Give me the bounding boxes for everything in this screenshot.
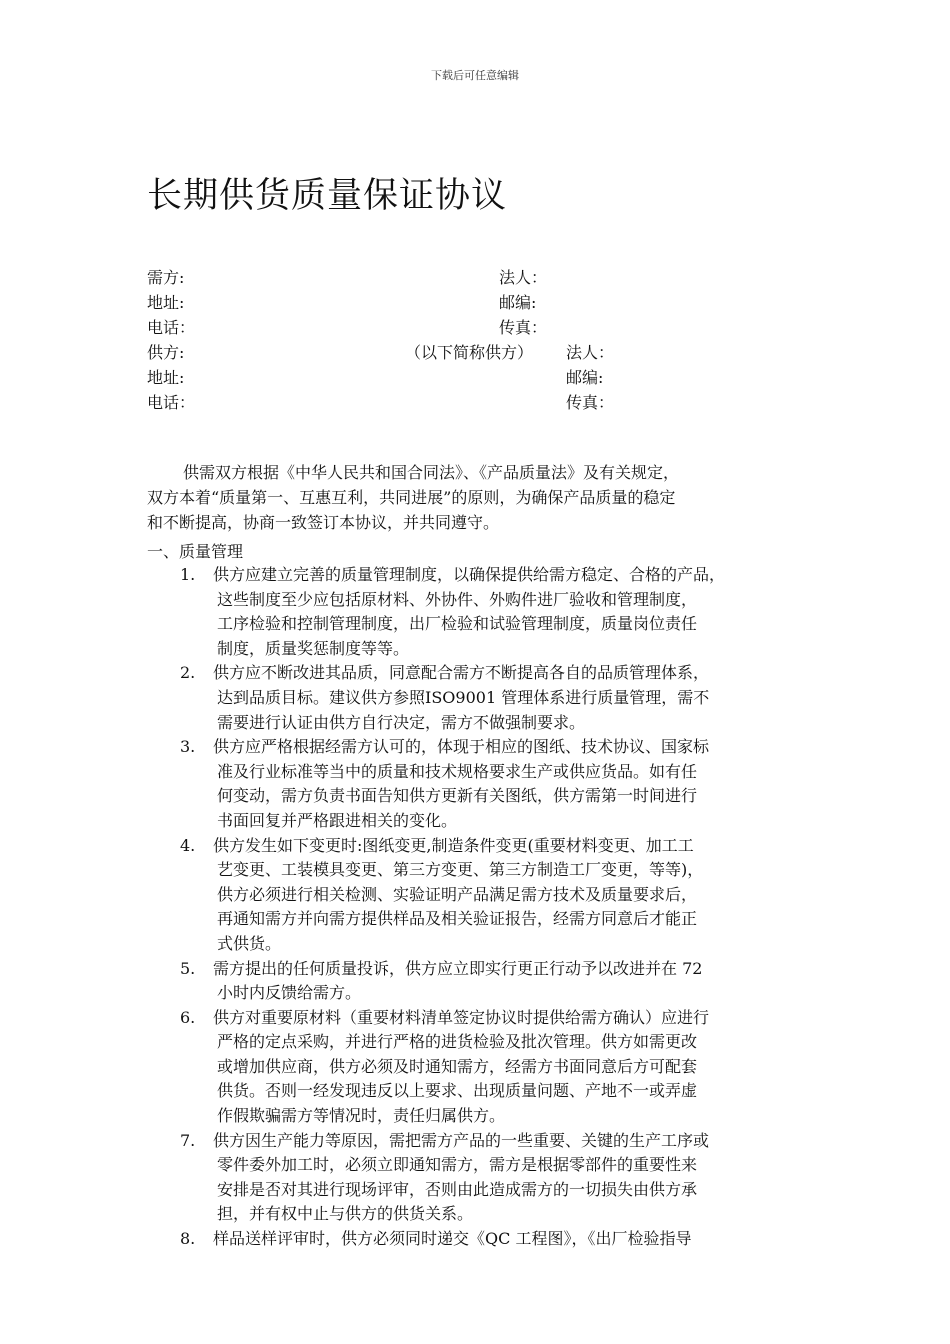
item-line: 书面回复并严格跟进相关的变化。 [217, 810, 458, 830]
item-line: 制度，质量奖惩制度等等。 [217, 638, 410, 658]
quality-items-list [180, 563, 820, 1252]
item-number: 6. [180, 1007, 196, 1027]
item-line: 这些制度至少应包括原材料、外协件、外购件进厂验收和管理制度， [217, 589, 698, 609]
supply-address: 地址: [147, 368, 185, 387]
item-number: 5. [180, 958, 196, 978]
item-line: 供方应严格根据经需方认可的，体现于相应的图纸、技术协议、国家标 [213, 737, 710, 757]
list-item [180, 563, 820, 661]
supply-label: 供方: [147, 343, 185, 362]
list-item [180, 957, 820, 1006]
demand-postcode: 邮编: [499, 293, 537, 312]
intro-line: 供需双方根据《中华人民共和国合同法》、《产品质量法》及有关规定， [183, 463, 680, 482]
item-line: 或增加供应商，供方必须及时通知需方，经需方书面同意后方可配套 [217, 1056, 698, 1076]
item-number: 4. [180, 835, 196, 855]
list-item [180, 1006, 820, 1129]
item-number: 8. [180, 1229, 196, 1249]
supply-fax: 传真： [566, 393, 615, 412]
header-note: 下载后可任意编辑 [431, 69, 519, 82]
list-item [180, 834, 820, 957]
item-line: 供方应建立完善的质量管理制度，以确保提供给需方稳定、合格的产品， [213, 565, 726, 584]
item-line: 供方发生如下变更时:图纸变更,制造条件变更(重要材料变更、加工工 [213, 835, 694, 855]
item-line: 供方对重要原材料（重要材料清单签定协议时提供给需方确认）应进行 [213, 1007, 710, 1027]
item-number: 2. [180, 663, 196, 683]
item-line: 达到品质目标。建议供方参照ISO9001 管理体系进行质量管理，需不 [217, 687, 710, 707]
item-line: 准及行业标准等当中的质量和技术规格要求生产或供应货品。如有任 [217, 761, 698, 781]
item-number: 3. [180, 737, 196, 757]
item-line: 样品送样评审时，供方必须同时递交《QC 工程图》，《出厂检验指导 [213, 1229, 692, 1249]
item-line: 何变动，需方负责书面告知供方更新有关图纸，供方需第一时间进行 [217, 786, 698, 806]
item-line: 式供货。 [217, 933, 282, 953]
item-line: 需要进行认证由供方自行决定，需方不做强制要求。 [217, 712, 586, 732]
item-line: 零件委外加工时，必须立即通知需方，需方是根据零部件的重要性来 [217, 1155, 698, 1175]
item-line: 供方必须进行相关检测、实验证明产品满足需方技术及质量要求后， [217, 884, 698, 904]
list-item [180, 661, 820, 735]
supply-postcode: 邮编: [566, 368, 604, 387]
supply-phone: 电话： [147, 393, 196, 412]
list-item [180, 735, 820, 833]
demand-legal-rep: 法人： [499, 268, 548, 287]
intro-line: 双方本着“质量第一、互惠互利，共同进展”的原则，为确保产品质量的稳定 [147, 488, 676, 507]
intro-line: 和不断提高，协商一致签订本协议，并共同遵守。 [147, 513, 500, 532]
item-line: 供方应不断改进其品质，同意配合需方不断提高各自的品质管理体系， [213, 663, 710, 683]
item-line: 供方因生产能力等原因，需把需方产品的一些重要、关键的生产工序或 [213, 1130, 710, 1150]
document-title: 长期供货质量保证协议 [147, 176, 508, 216]
demand-phone: 电话： [147, 318, 196, 337]
item-number: 7. [180, 1130, 196, 1150]
demand-label: 需方: [147, 268, 185, 287]
section-heading-quality: 一、质量管理 [147, 542, 244, 561]
supply-legal-rep: 法人： [566, 343, 615, 362]
item-line: 安排是否对其进行现场评审，否则由此造成需方的一切损失由供方承 [217, 1179, 698, 1199]
item-line: 严格的定点采购，并进行严格的进货检验及批次管理。供方如需更改 [217, 1032, 698, 1052]
item-line: 作假欺骗需方等情况时，责任归属供方。 [217, 1106, 506, 1126]
demand-fax: 传真： [499, 318, 548, 337]
item-line: 工序检验和控制管理制度，出厂检验和试验管理制度，质量岗位责任 [217, 614, 698, 634]
item-line: 需方提出的任何质量投诉，供方应立即实行更正行动予以改进并在 72 [213, 958, 703, 978]
item-line: 供货。否则一经发现违反以上要求、出现质量问题、产地不一或弄虚 [217, 1081, 698, 1101]
demand-address: 地址: [147, 293, 185, 312]
item-line: 担，并有权中止与供方的供货关系。 [217, 1204, 474, 1224]
item-line: 再通知需方并向需方提供样品及相关验证报告，经需方同意后才能正 [217, 909, 698, 929]
item-line: 小时内反馈给需方。 [217, 983, 362, 1003]
list-item [180, 1227, 820, 1252]
list-item [180, 1129, 820, 1227]
supply-abbrev: （以下简称供方） [405, 343, 534, 362]
item-line: 艺变更、工装模具变更、第三方变更、第三方制造工厂变更，等等)， [217, 860, 704, 880]
item-number: 1. [180, 565, 196, 584]
intro-paragraph [147, 460, 817, 535]
